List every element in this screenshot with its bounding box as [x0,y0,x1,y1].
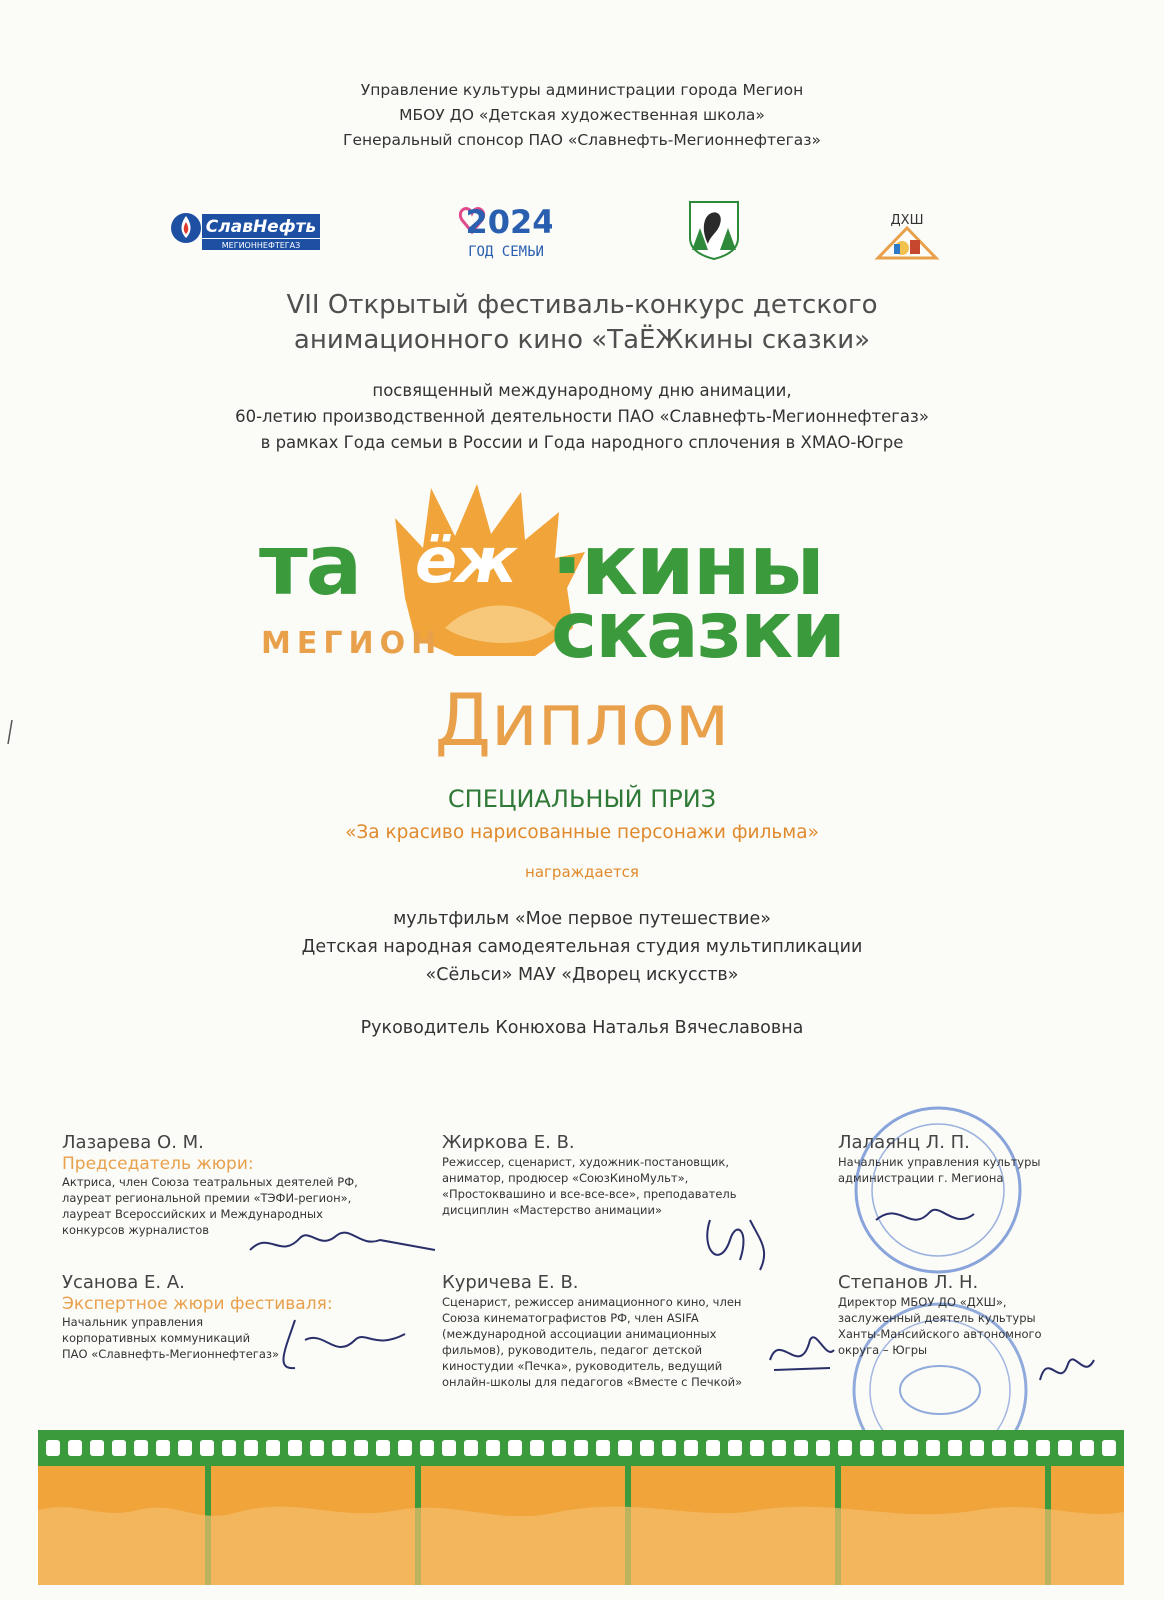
film-hole [508,1440,522,1456]
signature-stepanov [1030,1340,1100,1400]
scan-mark [6,718,14,746]
film-hole [838,1440,852,1456]
signatory-desc-line: конкурсов журналистов [62,1223,210,1237]
awarded-label: награждается [525,863,639,881]
signatory-desc-line: Актриса, член Союза театральных деятелей РФ, [62,1175,358,1189]
film-hole [860,1440,874,1456]
film-hole [200,1440,214,1456]
signatory-role: Председатель жюри: [62,1154,254,1174]
art-school-logo-text: ДХШ [890,213,924,228]
film-hole [1080,1440,1094,1456]
film-hole [1014,1440,1028,1456]
film-hole [662,1440,676,1456]
film-strip-decoration [38,1430,1124,1585]
dedication-text [0,378,1164,456]
prize-nomination: «За красиво нарисованные персонажи фильма» [345,822,819,843]
signatory-desc-line: онлайн-школы для педагогов «Вместе с Печкой» [442,1375,743,1389]
festival-title [0,288,1164,358]
signatory-desc-line: лауреат Всероссийских и Международных [62,1207,323,1221]
signatory-desc-line: Сценарист, режиссер анимационного кино, член [442,1295,742,1309]
signatory-desc-line: заслуженный деятель культуры [838,1311,1036,1325]
signatory-desc-line: лауреат региональной премии «ТЭФИ-регион», [62,1191,352,1205]
brand-word-ta: та [259,516,361,614]
dedication-line-1: посвященный международному дню анимации, [372,381,792,400]
film-hole [134,1440,148,1456]
signature-lalayants [870,1190,980,1240]
recipient-block [0,905,1164,989]
film-hole [904,1440,918,1456]
diploma-title: Диплом [434,678,730,762]
organizers-block [0,78,1164,153]
film-hole [354,1440,368,1456]
organizer-line-2: МБОУ ДО «Детская художественная школа» [399,106,765,124]
film-hole [68,1440,82,1456]
film-hole [288,1440,302,1456]
film-hole [728,1440,742,1456]
recipient-institution: «Сёльси» МАУ «Дворец искусств» [425,965,739,985]
signatory-desc-line: Директор МБОУ ДО «ДХШ», [838,1295,1007,1309]
signature-zhirkova [690,1200,780,1280]
signatory-name: Лалаянц Л. П. [838,1132,970,1153]
film-hole [816,1440,830,1456]
signatory-desc-line: (международной ассоциации анимационных [442,1327,717,1341]
festival-brand-logo [255,478,905,678]
signatory-desc-line: «Простоквашино и все-все-все», преподаватель [442,1187,737,1201]
film-hole [684,1440,698,1456]
signatory-lalayants [838,1132,1088,1186]
film-hole [1058,1440,1072,1456]
film-hole [244,1440,258,1456]
organizer-line-1: Управление культуры администрации города Мегион [360,81,804,99]
dedication-line-2: 60-летию производственной деятельности ПАО «Славнефть-Мегионнефтегаз» [235,407,929,426]
logos-row [0,200,1164,270]
film-hole [992,1440,1006,1456]
art-school-logo [868,210,946,262]
signatory-desc-line: фильмов), руководитель, педагог детской [442,1343,703,1357]
film-hole [156,1440,170,1456]
signature-kuricheva [760,1320,840,1390]
dedication-line-3: в рамках Года семьи в России и Года народного сплочения в ХМАО-Югре [260,433,904,452]
film-hole [90,1440,104,1456]
megion-coat-of-arms [688,200,740,260]
signatory-desc-line: округа – Югры [838,1343,928,1357]
organizer-line-3: Генеральный спонсор ПАО «Славнефть-Мегионнефтегаз» [343,131,821,149]
signatory-kuricheva [442,1272,802,1390]
film-hole [464,1440,478,1456]
signatory-name: Усанова Е. А. [62,1272,185,1293]
film-hole [706,1440,720,1456]
signatory-name: Лазарева О. М. [62,1132,204,1153]
signatory-name: Куричева Е. В. [442,1272,579,1293]
brand-word-kiny: ·кины [551,516,823,614]
film-hole [574,1440,588,1456]
film-hole [332,1440,346,1456]
signature-usanova [255,1310,415,1380]
signatory-desc-line: ПАО «Славнефть-Мегионнефтегаз» [62,1347,280,1361]
film-hole [596,1440,610,1456]
film-hole [794,1440,808,1456]
slavneft-logo-subtext: МЕГИОННЕФТЕГАЗ [221,241,301,250]
brand-word-skazki: сказки [551,586,844,676]
signatory-name: Степанов Л. Н. [838,1272,979,1293]
festival-title-line-2: анимационного кино «ТаЁЖкины сказки» [293,325,871,355]
film-hole [640,1440,654,1456]
film-hole [442,1440,456,1456]
signatory-desc-line: Ханты-Мансийского автономного [838,1327,1042,1341]
film-hole [530,1440,544,1456]
film-hole [46,1440,60,1456]
signatory-desc-line: дисциплин «Мастерство анимации» [442,1203,663,1217]
film-hole [222,1440,236,1456]
film-hole [1036,1440,1050,1456]
year-caption: ГОД СЕМЬИ [468,244,544,260]
signatory-desc-line: Союза кинематографистов РФ, член ASIFA [442,1311,699,1325]
film-hole [486,1440,500,1456]
signatory-desc-line: корпоративных коммуникаций [62,1331,251,1345]
signatory-desc-line: Режиссер, сценарист, художник-постановщик, [442,1155,729,1169]
film-hole [750,1440,764,1456]
film-hole [376,1440,390,1456]
film-hole [618,1440,632,1456]
brand-word-ezh: ёж [415,524,515,597]
slavneft-logo-text: СлавНефть [205,217,317,237]
festival-title-line-1: VII Открытый фестиваль-конкурс детского [286,290,878,320]
recipient-leader: Руководитель Конюхова Наталья Вячеславовна [360,1018,804,1038]
film-hole [112,1440,126,1456]
signatory-desc-line: аниматор, продюсер «СоюзКиноМульт», [442,1171,689,1185]
brand-city: МЕГИОН [261,626,443,661]
slavneft-logo [168,208,323,252]
signatory-desc-line: администрации г. Мегиона [838,1171,1004,1185]
film-hole [178,1440,192,1456]
film-hole [266,1440,280,1456]
film-hole [552,1440,566,1456]
recipient-studio: Детская народная самодеятельная студия мультипликации [301,937,863,957]
signatory-name: Жиркова Е. В. [442,1132,575,1153]
signature-lazareva [240,1210,440,1270]
signatory-desc-line: Начальник управления [62,1315,204,1329]
film-hole [398,1440,412,1456]
year-number: 2024 [465,203,552,241]
film-hole [1102,1440,1116,1456]
signatory-desc-line: киностудии «Печка», руководитель, ведущий [442,1359,723,1373]
special-prize: СПЕЦИАЛЬНЫЙ ПРИЗ [447,785,717,813]
film-hole [882,1440,896,1456]
year-of-family-logo [452,200,552,262]
signatory-desc-line: Начальник управления культуры [838,1155,1041,1169]
signatory-role: Экспертное жюри фестиваля: [62,1294,333,1314]
film-hole [926,1440,940,1456]
film-hole [420,1440,434,1456]
film-hole [948,1440,962,1456]
film-hole [310,1440,324,1456]
recipient-film: мультфильм «Мое первое путешествие» [393,909,771,929]
film-hole [970,1440,984,1456]
film-hole [772,1440,786,1456]
